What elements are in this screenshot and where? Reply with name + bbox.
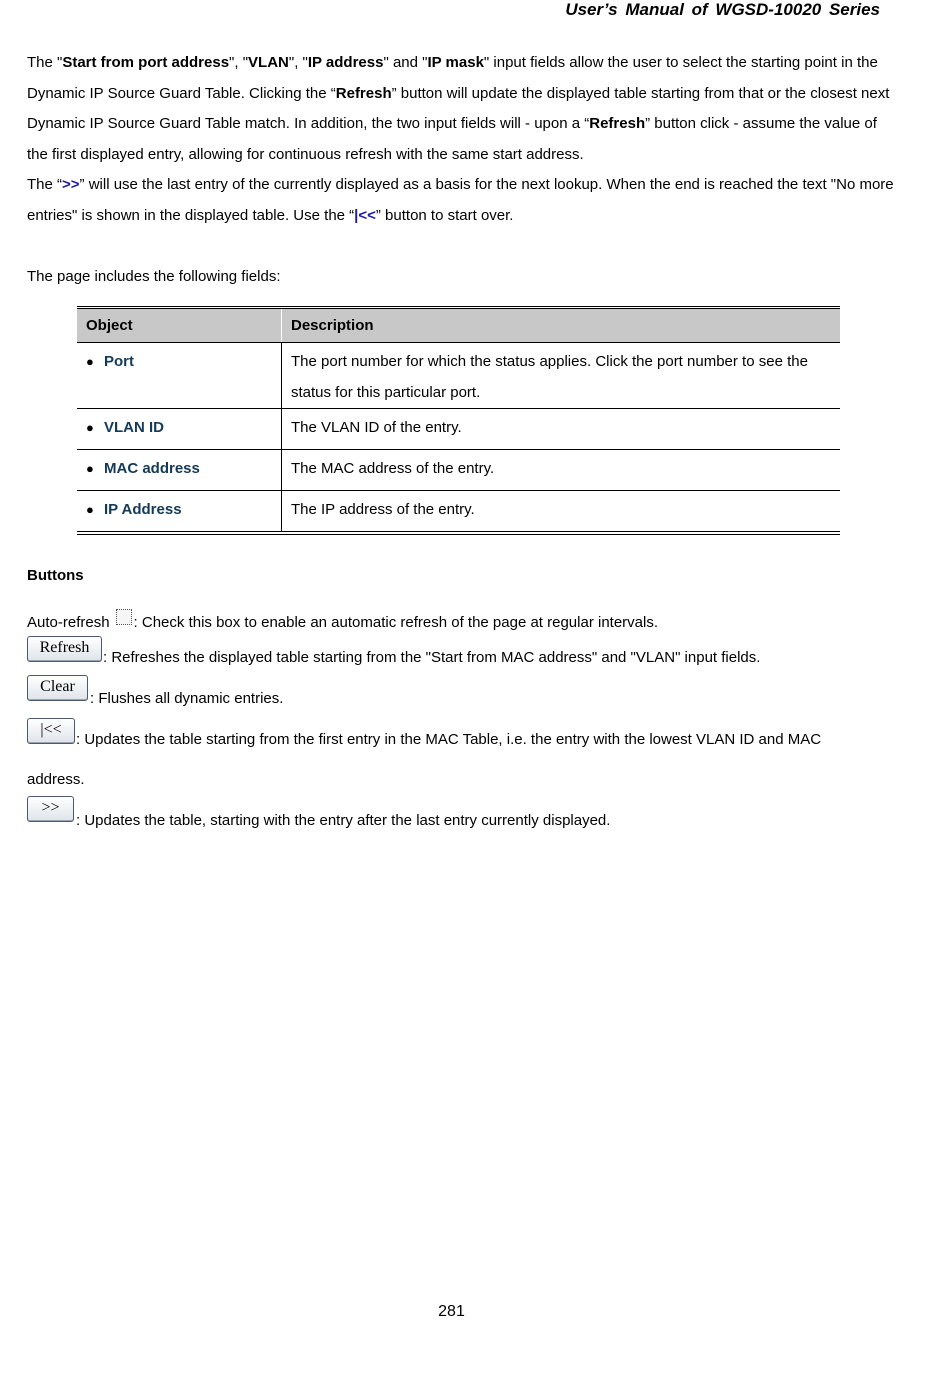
object-description: The VLAN ID of the entry. (282, 409, 841, 450)
autorefresh-line (27, 609, 658, 631)
autorefresh-checkbox[interactable] (116, 609, 132, 625)
object-description: The port number for which the status applies. Click the port number to see the status for this particular port. (282, 343, 841, 409)
bullet-icon: ● (86, 354, 94, 369)
column-header-description: Description (282, 308, 841, 343)
table-row (77, 491, 840, 534)
object-name: IP Address (104, 501, 182, 518)
object-description: The MAC address of the entry. (282, 450, 841, 491)
first-page-button[interactable]: |<< (27, 718, 75, 744)
next-page-description: : Updates the table, starting with the entry after the last entry currently displayed. (76, 812, 611, 829)
first-page-description-cont: address. (27, 771, 85, 788)
bullet-icon: ● (86, 420, 94, 435)
bullet-icon: ● (86, 461, 94, 476)
autorefresh-description: : Check this box to enable an automatic refresh of the page at regular intervals. (133, 614, 659, 631)
refresh-description: : Refreshes the displayed table starting from the "Start from MAC address" and "VLAN" input fields. (103, 649, 761, 666)
autorefresh-label: Auto-refresh (27, 614, 110, 631)
object-name: VLAN ID (104, 419, 164, 436)
fields-intro: The page includes the following fields: (27, 268, 281, 285)
table-row (77, 343, 840, 409)
bullet-icon: ● (86, 502, 94, 517)
clear-description: : Flushes all dynamic entries. (90, 690, 284, 707)
object-name: MAC address (104, 460, 200, 477)
first-page-description: : Updates the table starting from the first entry in the MAC Table, i.e. the entry with the lowest VLAN ID and MAC (76, 731, 822, 748)
intro-paragraph-2: The “>>” will use the last entry of the currently displayed as a basis for the next lookup. When the end is reached the text "No more entries" is shown in the displayed table. Use the “|<<” button to start over. (27, 176, 894, 224)
object-description: The IP address of the entry. (291, 501, 475, 518)
table-row (77, 409, 840, 450)
page-number: 281 (438, 1303, 465, 1320)
object-name: Port (104, 353, 134, 370)
column-header-object: Object (77, 308, 282, 343)
buttons-section-title: Buttons (27, 567, 84, 584)
page-header: User’s Manual of WGSD-10020 Series (565, 0, 880, 19)
clear-button[interactable]: Clear (27, 675, 88, 701)
intro-paragraph-1: The "Start from port address", "VLAN", "IP address" and "IP mask" input fields allow the user to select the starting point in the Dynamic IP Source Guard Table. Clicking the “Refresh” button will update the displayed table starting from that or the closest next Dynamic IP Source Guard Table match. In addition, the two input fields will - upon a “Refresh” button click - assume the value of the first displayed entry, allowing for continuous refresh with the same start address. (27, 54, 890, 163)
refresh-button[interactable]: Refresh (27, 636, 102, 662)
fields-table (77, 306, 840, 535)
table-row (77, 450, 840, 491)
next-page-button[interactable]: >> (27, 796, 74, 822)
